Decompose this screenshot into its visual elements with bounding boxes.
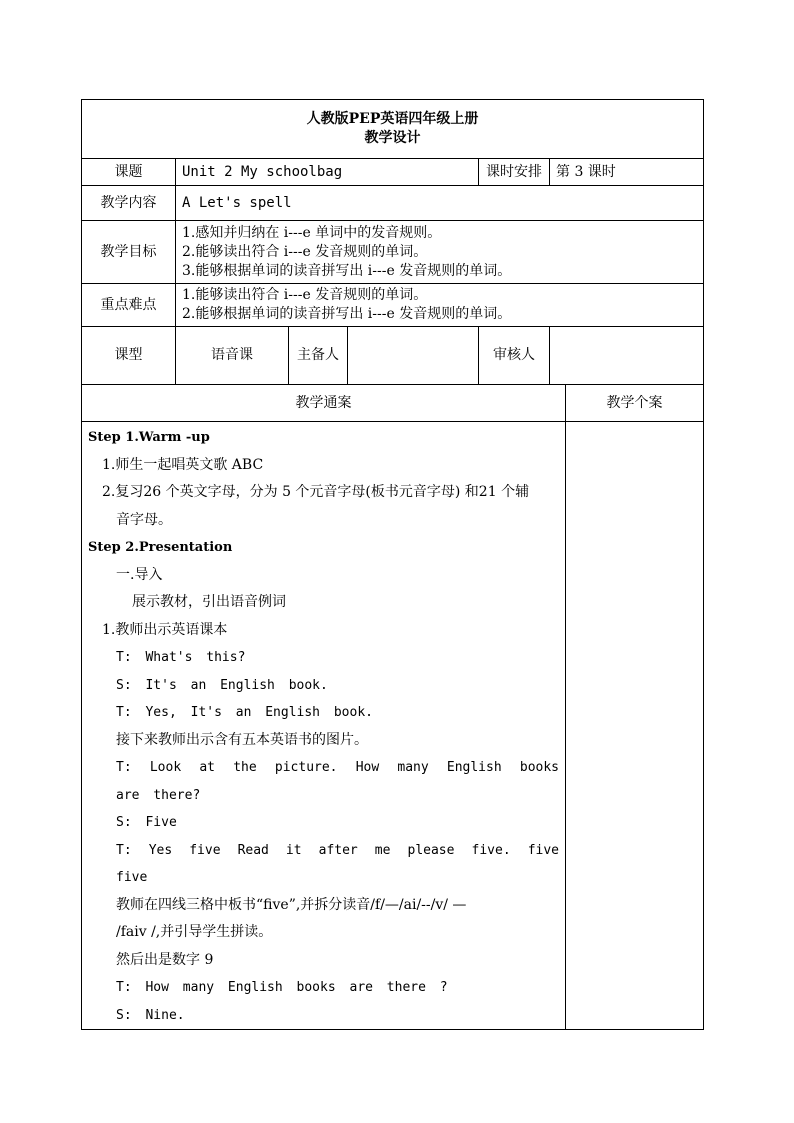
dialog-line: five <box>116 870 148 885</box>
dialog-line: T: How many English books are there ? <box>116 980 448 995</box>
schedule-label: 课时安排 <box>479 159 550 186</box>
reviewer-label: 审核人 <box>479 327 550 385</box>
goal-item: 3.能够根据单词的读音拼写出 i---e 发音规则的单词。 <box>182 262 512 279</box>
type-value: 语音课 <box>176 327 289 385</box>
lesson-plan-table <box>81 99 704 1030</box>
body-row <box>82 422 704 1030</box>
general-plan-body <box>82 422 566 1030</box>
text-line: 一.导入 <box>116 566 163 583</box>
dialog-line: S: Five <box>116 815 177 830</box>
course-label: 课题 <box>82 159 176 186</box>
text-line: 接下来教师出示含有五本英语书的图片。 <box>116 731 368 748</box>
doc-title: 人教版PEP英语四年级上册 <box>306 111 479 127</box>
key-points-label: 重点难点 <box>82 284 176 327</box>
type-label: 课型 <box>82 327 176 385</box>
text-line: 1.师生一起唱英文歌 ABC <box>102 456 264 473</box>
step-heading: Step 1.Warm -up <box>88 430 210 445</box>
author-label: 主备人 <box>289 327 348 385</box>
individual-plan-header: 教学个案 <box>566 385 704 422</box>
dialog-line: T: Yes five Read it after me please five. five <box>116 842 559 858</box>
text-line: 2.复习26 个英文字母，分为 5 个元音字母(板书元音字母) 和21 个辅 <box>102 484 530 500</box>
content-value: A Let's spell <box>176 186 704 221</box>
doc-subtitle: 教学设计 <box>364 130 421 146</box>
text-line: 教师在四线三格中板书“five”,并拆分读音/f/—/ai/--/v/ — <box>116 896 467 913</box>
reviewer-value <box>550 327 704 385</box>
text-line: 音字母。 <box>116 511 172 528</box>
content-label: 教学内容 <box>82 186 176 221</box>
text-line: 1.教师出示英语课本 <box>102 621 228 638</box>
goals-list <box>176 221 704 284</box>
text-line: 然后出是数字 9 <box>116 951 214 968</box>
goals-row <box>82 221 704 284</box>
individual-plan-body <box>566 422 704 1030</box>
text-line: 展示教材，引出语音例词 <box>132 594 286 610</box>
goals-label: 教学目标 <box>82 221 176 284</box>
content-row <box>82 186 704 221</box>
dialog-line: are there? <box>116 787 201 803</box>
key-points-row <box>82 284 704 327</box>
course-row <box>82 159 704 186</box>
goal-item: 2.能够读出符合 i---e 发音规则的单词。 <box>182 243 428 260</box>
key-point-item: 2.能够根据单词的读音拼写出 i---e 发音规则的单词。 <box>182 306 512 322</box>
dialog-line: S: It's an English book. <box>116 677 328 693</box>
dialog-line: S: Nine. <box>116 1007 185 1023</box>
key-point-item: 1.能够读出符合 i---e 发音规则的单词。 <box>182 287 428 303</box>
title-cell <box>82 100 704 159</box>
schedule-value: 第 3 课时 <box>550 159 704 186</box>
course-value: Unit 2 My schoolbag <box>176 159 479 186</box>
title-row <box>82 100 704 159</box>
dialog-line: T: What's this? <box>116 650 246 665</box>
key-points-list <box>176 284 704 327</box>
type-row <box>82 327 704 385</box>
dialog-line: T: Yes, It's an English book. <box>116 705 373 720</box>
dialog-line: T: Look at the picture. How many English books <box>116 760 559 775</box>
step-heading: Step 2.Presentation <box>88 540 233 555</box>
text-line: /faiv /,并引导学生拼读。 <box>116 924 273 940</box>
goal-item: 1.感知并归纳在 i---e 单词中的发音规则。 <box>182 224 442 241</box>
author-value <box>348 327 479 385</box>
general-plan-header: 教学通案 <box>82 385 566 422</box>
section-header-row <box>82 385 704 422</box>
